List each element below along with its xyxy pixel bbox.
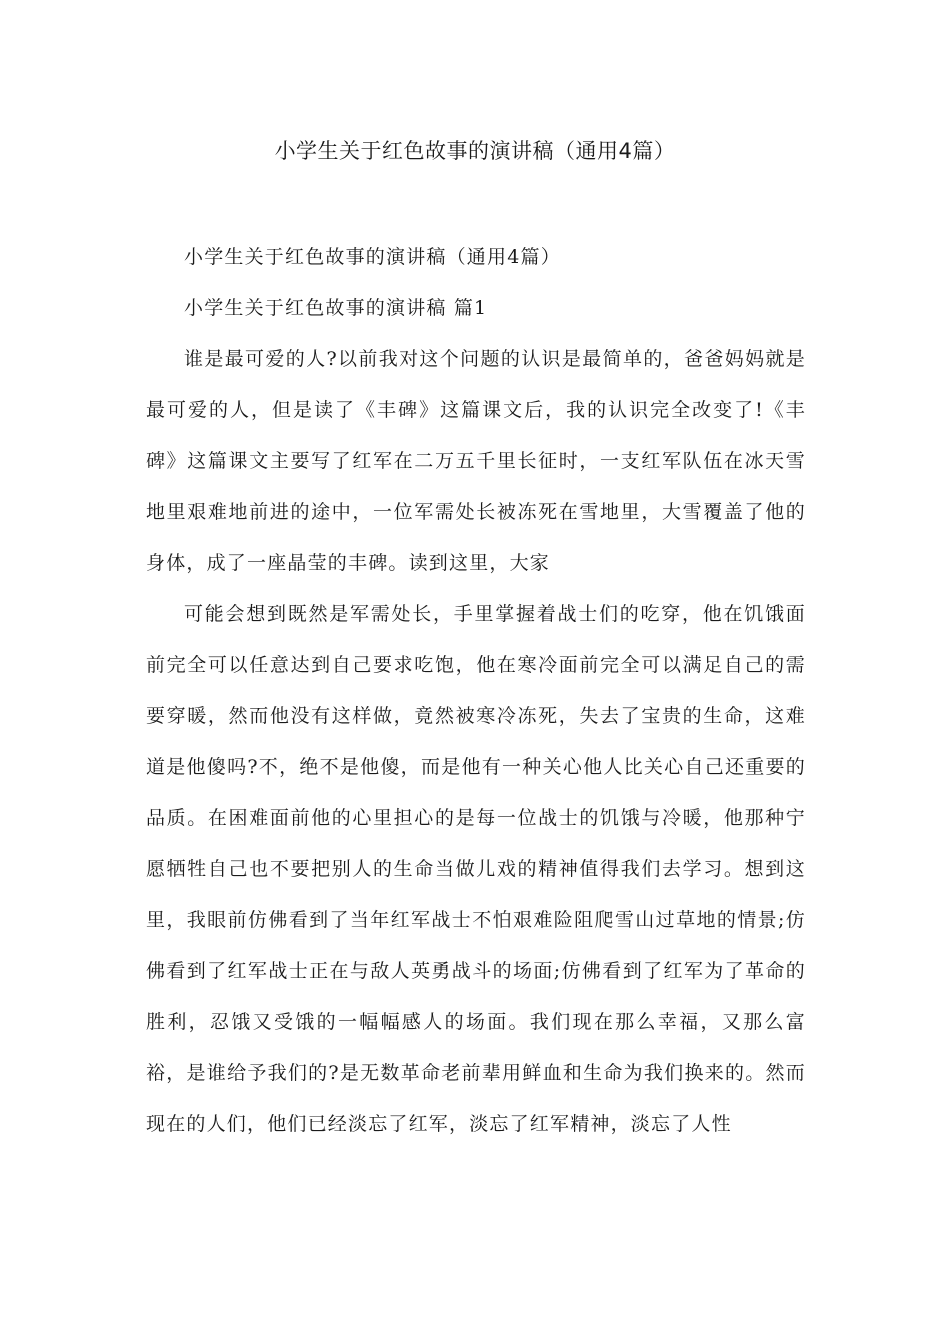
body-paragraph: 谁是最可爱的人?以前我对这个问题的认识是最简单的，爸爸妈妈就是最可爱的人，但是读了《丰碑》这篇课文后，我的认识完全改变了!《丰碑》这篇课文主要写了红军在二万五千里长征时，一支红军队伍在冰天雪地里艰难地前进的途中，一位军需处长被冻死在雪地里，大雪覆盖了他的身体，成了一座晶莹的丰碑。读到这里，大家 [146,348,806,574]
body-paragraph: 可能会想到既然是军需处长，手里掌握着战士们的吃穿，他在饥饿面前完全可以任意达到自己要求吃饱，他在寒冷面前完全可以满足自己的需要穿暖，然而他没有这样做，竟然被寒冷冻死，失去了宝贵的生命，这难道是他傻吗?不，绝不是他傻，而是他有一种关心他人比关心自己还重要的品质。在困难面前他的心里担心的是每一位战士的饥饿与冷暖，他那种宁愿牺牲自己也不要把别人的生命当做儿戏的精神值得我们去学习。想到这里，我眼前仿佛看到了当年红军战士不怕艰难险阻爬雪山过草地的情景;仿佛看到了红军战士正在与敌人英勇战斗的场面;仿佛看到了红军为了革命的胜利，忍饿又受饿的一幅幅感人的场面。我们现在那么幸福，又那么富裕，是谁给予我们的?是无数革命老前辈用鲜血和生命为我们换来的。然而现在的人们，他们已经淡忘了红军，淡忘了红军精神，淡忘了人性 [146,603,806,1135]
document-body [146,232,806,1150]
document-title: 小学生关于红色故事的演讲稿（通用4篇） [274,139,676,163]
body-paragraph: 小学生关于红色故事的演讲稿（通用4篇） [184,246,561,268]
body-paragraph: 小学生关于红色故事的演讲稿 篇1 [184,297,488,319]
